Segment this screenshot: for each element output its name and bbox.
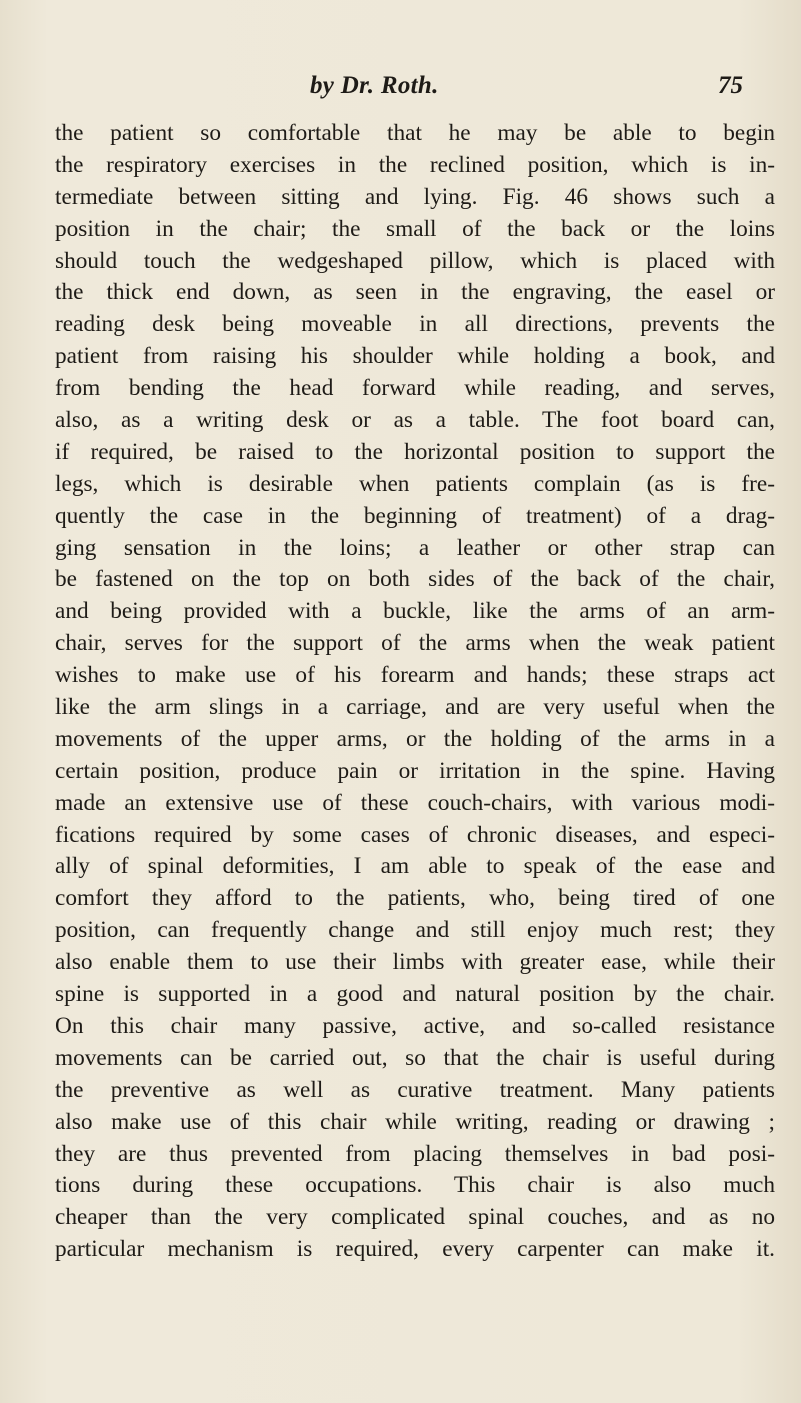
text-line: movements can be carried out, so that the chair is useful during — [55, 1044, 775, 1071]
text-line: like the arm slings in a carriage, and are very useful when the — [55, 694, 775, 721]
text-line: comfort they afford to the patients, who, being tired of one — [55, 885, 775, 912]
text-line: particular mechanism is required, every carpenter can make it. — [55, 1236, 775, 1263]
text-line: also make use of this chair while writing, reading or drawing ; — [55, 1108, 775, 1135]
text-line: tions during these occupations. This chair is also much — [55, 1172, 775, 1199]
text-line: the patient so comfortable that he may be able to begin — [55, 120, 775, 146]
page-number: 75 — [718, 72, 743, 99]
running-head: by Dr. Roth. — [310, 72, 439, 99]
text-line: termediate between sitting and lying. Fig. 46 shows such a — [55, 183, 775, 210]
text-line: certain position, produce pain or irritation in the spine. Having — [55, 757, 775, 784]
text-line: position in the chair; the small of the back or the loins — [55, 215, 775, 242]
text-line: cheaper than the very complicated spinal couches, and as no — [55, 1204, 775, 1231]
text-line: legs, which is desirable when patients complain (as is fre- — [55, 470, 775, 497]
text-line: On this chair many passive, active, and so-called resistance — [55, 1012, 775, 1039]
text-line: made an extensive use of these couch-chairs, with various modi- — [55, 789, 775, 816]
text-line: should touch the wedgeshaped pillow, which is placed with — [55, 247, 775, 274]
text-line: also enable them to use their limbs with greater ease, while their — [55, 949, 775, 976]
text-line: from bending the head forward while reading, and serves, — [55, 375, 775, 402]
text-line: wishes to make use of his forearm and hands; these straps act — [55, 662, 775, 689]
text-line: chair, serves for the support of the arms when the weak patient — [55, 630, 775, 657]
text-line: and being provided with a buckle, like the arms of an arm- — [55, 598, 775, 625]
text-line: the preventive as well as curative treatment. Many patients — [55, 1076, 775, 1103]
text-line: ging sensation in the loins; a leather or other strap can — [55, 534, 775, 561]
text-line: also, as a writing desk or as a table. The foot board can, — [55, 407, 775, 434]
text-line: be fastened on the top on both sides of the back of the chair, — [55, 566, 775, 593]
text-line: the thick end down, as seen in the engraving, the easel or — [55, 279, 775, 306]
text-line: movements of the upper arms, or the holding of the arms in a — [55, 725, 775, 752]
text-line: they are thus prevented from placing themselves in bad posi- — [55, 1140, 775, 1167]
text-line: spine is supported in a good and natural position by the chair. — [55, 981, 775, 1008]
text-line: fications required by some cases of chronic diseases, and especi- — [55, 821, 775, 848]
text-line: the respiratory exercises in the reclined position, which is in- — [55, 151, 775, 178]
text-line: ally of spinal deformities, I am able to speak of the ease and — [55, 853, 775, 880]
text-line: quently the case in the beginning of treatment) of a drag- — [55, 502, 775, 529]
body-paragraph — [55, 118, 775, 1266]
text-line: reading desk being moveable in all directions, prevents the — [55, 311, 775, 338]
text-line: patient from raising his shoulder while holding a book, and — [55, 343, 775, 370]
text-line: if required, be raised to the horizontal position to support the — [55, 438, 775, 465]
text-line: position, can frequently change and still enjoy much rest; they — [55, 917, 775, 944]
